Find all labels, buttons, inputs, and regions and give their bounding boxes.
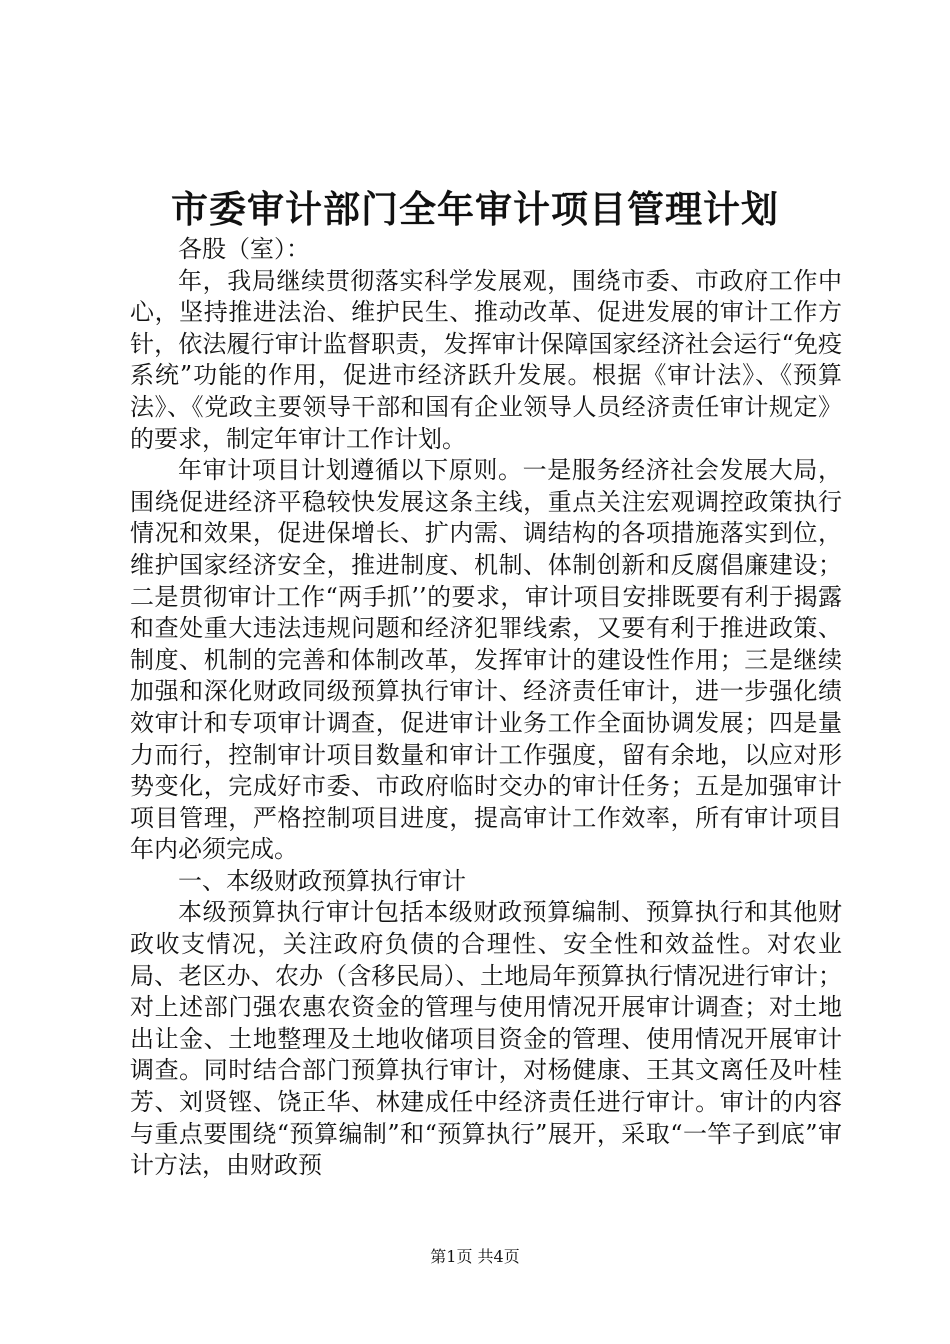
paragraph-principles: 年审计项目计划遵循以下原则。一是服务经济社会发展大局，围绕促进经济平稳较快发展这条主线，重点关注宏观调控政策执行情况和效果，促进保增长、扩内需、调结构的各项措施落实到位，维护国家经济安全，推进制度、机制、体制创新和反腐倡廉建设；二是贯彻审计工作“两手抓’’的要求，审计项目安排既要有利于揭露和查处重大违法违规问题和经济犯罪线索，又要有利于推进政策、制度、机制的完善和体制改革，发挥审计的建设性作用；三是继续加强和深化财政同级预算执行审计、经济责任审计，进一步强化绩效审计和专项审计调查，促进审计业务工作全面协调发展；四是量力而行，控制审计项目数量和审计工作强度，留有余地，以应对形势变化，完成好市委、市政府临时交办的审计任务；五是加强审计项目管理，严格控制项目进度，提高审计工作效率，所有审计项目年内必须完成。 — [130, 456, 842, 864]
section-heading-1: 一、本级财政预算执行审计 — [178, 866, 466, 895]
document-title: 市委审计部门全年审计项目管理计划 — [171, 187, 779, 231]
paragraph-section-1: 本级预算执行审计包括本级财政预算编制、预算执行和其他财政收支情况，关注政府负债的合理性、安全性和效益性。对农业局、老区办、农办（含移民局）、土地局年预算执行情况进行审计；对上述部门强农惠农资金的管理与使用情况开展审计调查；对土地出让金、土地整理及土地收储项目资金的管理、使用情况开展审计调查。同时结合部门预算执行审计，对杨健康、王其文离任及叶桂芳、刘贤铿、饶正华、林建成任中经济责任进行审计。审计的内容与重点要围绕“预算编制”和“预算执行”展开，采取“一竿子到底”审计方法，由财政预 — [130, 898, 842, 1180]
salutation: 各股（室）： — [178, 235, 310, 263]
page-footer: 第1页 共4页 — [430, 1247, 520, 1266]
document-body — [130, 234, 842, 1182]
paragraph-intro: 年，我局继续贯彻落实科学发展观，围绕市委、市政府工作中心，坚持推进法治、维护民生、推动改革、促进发展的审计工作方针，依法履行审计监督职责，发挥审计保障国家经济社会运行“免疫系统”功能的作用，促进市经济跃升发展。根据《审计法》、《预算法》、《党政主要领导干部和国有企业领导人员经济责任审计规定》的要求，制定年审计工作计划。 — [130, 266, 842, 453]
